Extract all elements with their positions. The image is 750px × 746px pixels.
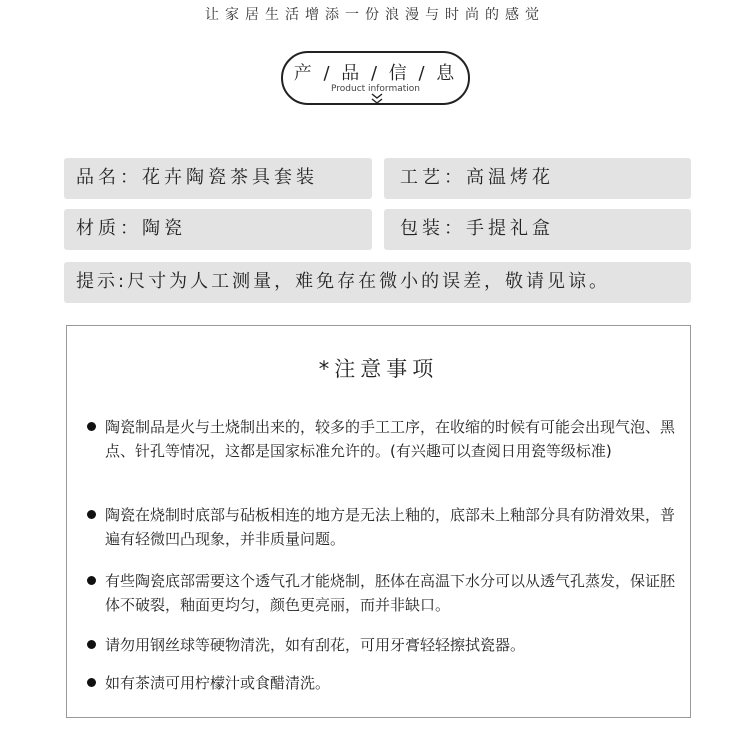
notice-item: 请勿用钢丝球等硬物清洗，如有刮花，可用牙膏轻轻擦拭瓷器。 [87, 633, 677, 657]
product-name-box: 品名：花卉陶瓷茶具套装 [64, 158, 372, 199]
material-box: 材质：陶瓷 [64, 209, 372, 250]
bullet-icon [87, 576, 96, 585]
tip-box: 提示:尺寸为人工测量，难免存在微小的误差，敬请见谅。 [64, 262, 691, 303]
section-header-pill [281, 51, 470, 105]
bullet-icon [87, 640, 96, 649]
bullet-icon [87, 678, 96, 687]
notice-item: 如有茶渍可用柠檬汁或食醋清洗。 [87, 671, 677, 695]
craft-box: 工艺：高温烤花 [384, 158, 691, 199]
slogan-text: 让家居生活增添一份浪漫与时尚的感觉 [205, 7, 545, 23]
notice-item: 陶瓷制品是火与土烧制出来的，较多的手工工序，在收缩的时候有可能会出现气泡、黑点、针孔等情况，这都是国家标准允许的。(有兴趣可以查阅日用瓷等级标准) [87, 415, 677, 463]
notice-item: 有些陶瓷底部需要这个透气孔才能烧制，胚体在高温下水分可以从透气孔蒸发，保证胚体不破裂，釉面更均匀，颜色更亮丽，而并非缺口。 [87, 569, 677, 617]
bullet-icon [87, 422, 96, 431]
section-subtitle: Product information [331, 84, 420, 94]
double-chevron-down-icon [370, 93, 384, 105]
bullet-icon [87, 510, 96, 519]
notice-title: *注意事项 [318, 357, 439, 381]
packaging-box: 包装：手提礼盒 [384, 209, 691, 250]
section-title: 产 / 品 / 信 / 息 [293, 63, 458, 84]
notice-item: 陶瓷在烧制时底部与砧板相连的地方是无法上釉的，底部未上釉部分具有防滑效果，普遍有轻微凹凸现象，并非质量问题。 [87, 503, 677, 551]
notice-panel [66, 325, 691, 718]
